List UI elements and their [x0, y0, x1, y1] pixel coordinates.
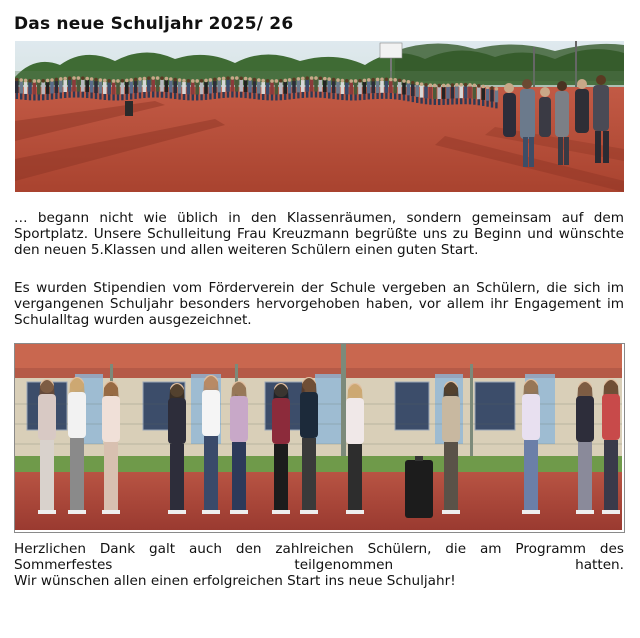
paragraph-thanks	[14, 541, 624, 589]
closing-line: Wir wünschen allen einen erfolgreichen Start ins neue Schuljahr!	[14, 573, 456, 589]
scholarship-photo-image	[15, 344, 622, 530]
assembly-photo	[15, 41, 624, 192]
article-title: Das neue Schuljahr 2025/ 26	[14, 14, 294, 34]
thanks-line: Herzlichen Dank galt auch den zahlreichen Schülern, die am Programm des Sommerfestes teilgenommen hatten.	[14, 541, 624, 573]
scholarship-photo	[14, 343, 625, 533]
paragraph-scholarships: Es wurden Stipendien vom Förderverein der Schule vergeben an Schülern, die sich im vergangenen Schuljahr besonders hervorgehoben haben, vor allem ihr Engagement im Schulalltag wurden ausgezeichnet.	[14, 280, 624, 328]
paragraph-intro: … begann nicht wie üblich in den Klassenräumen, sondern gemeinsam auf dem Sportplatz. Unsere Schulleitung Frau Kreuzmann begrüßte uns zu Beginn und wünschte den neuen 5.Klassen und allen weiteren Schülern einen guten Start.	[14, 210, 624, 258]
assembly-photo-image	[15, 41, 624, 192]
